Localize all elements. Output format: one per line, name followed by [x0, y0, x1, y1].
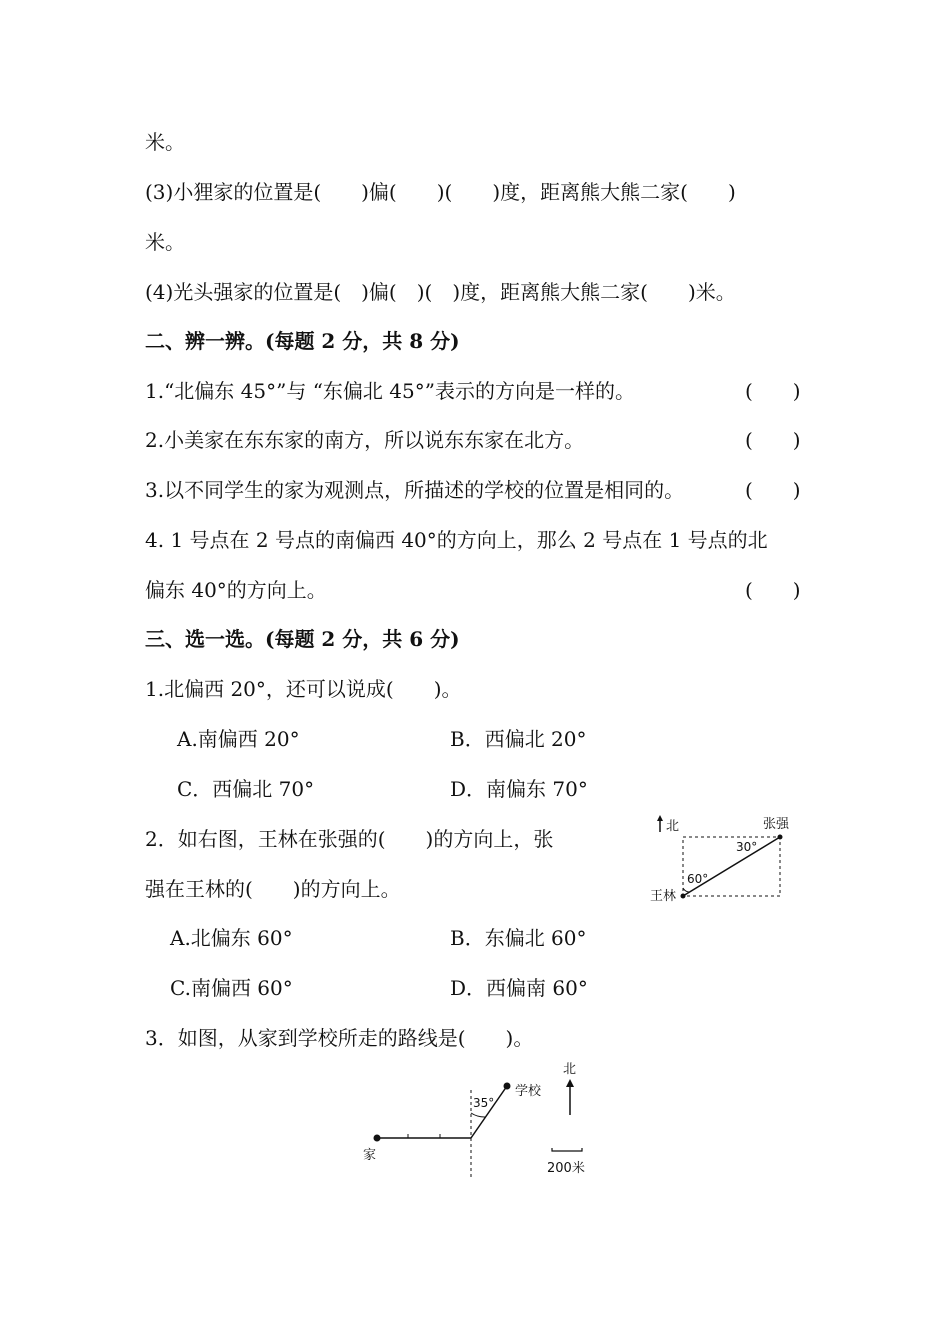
north-label: 北: [666, 819, 680, 834]
north-arrow-head-icon: [657, 815, 663, 821]
answer-blank-1[interactable]: ( ): [745, 379, 801, 403]
part3-question-2-line2: 强在王林的( )的方向上。: [145, 877, 401, 901]
point-wanglin-label: 王林: [650, 889, 677, 904]
part1-question-3: (3)小狸家的位置是( )偏( )( )度，距离熊大熊二家( ): [145, 180, 736, 204]
scale-label: 200米: [547, 1161, 585, 1176]
part2-heading: 二、辨一辨。(每题 2 分，共 8 分): [145, 329, 460, 353]
part1-question-4: (4)光头强家的位置是( )偏( )( )度，距离熊大熊二家( )米。: [145, 280, 736, 304]
part2-question-4-line2: 偏东 40°的方向上。: [145, 578, 327, 602]
angle-label-35: 35°: [473, 1096, 495, 1110]
north-label: 北: [563, 1062, 577, 1077]
part2-question-4-line1: 4. 1 号点在 2 号点的南偏西 40°的方向上，那么 2 号点在 1 号点的北: [145, 528, 768, 552]
q2-option-a[interactable]: A.北偏东 60°: [170, 926, 293, 950]
point-wanglin: [681, 894, 686, 899]
point-zhangqiang: [778, 835, 783, 840]
point-school: [504, 1083, 511, 1090]
q1-option-d[interactable]: D．南偏东 70°: [450, 777, 588, 801]
route-figure-q3: [355, 1055, 605, 1185]
scale-bar: [552, 1148, 582, 1151]
angle-label-60: 60°: [687, 872, 709, 886]
part3-question-3-stem: 3．如图，从家到学校所走的路线是( )。: [145, 1026, 534, 1050]
answer-blank-2[interactable]: ( ): [745, 428, 801, 452]
q1-option-a[interactable]: A.南偏西 20°: [177, 727, 300, 751]
point-home: [374, 1135, 381, 1142]
direction-figure-q2: [645, 810, 805, 905]
q2-option-d[interactable]: D．西偏南 60°: [450, 976, 588, 1000]
part3-question-2-line1: 2．如右图，王林在张强的( )的方向上，张: [145, 827, 554, 851]
north-arrow-head-icon: [566, 1079, 574, 1087]
part2-question-2: 2.小美家在东东家的南方，所以说东东家在北方。: [145, 428, 585, 452]
angle-arc-60: [683, 888, 689, 892]
answer-blank-4[interactable]: ( ): [745, 578, 801, 602]
answer-blank-3[interactable]: ( ): [745, 478, 801, 502]
q2-option-b[interactable]: B．东偏北 60°: [450, 926, 587, 950]
home-label: 家: [363, 1148, 377, 1163]
part3-heading: 三、选一选。(每题 2 分，共 6 分): [145, 627, 460, 651]
part1-continuation-mi-2: 米。: [145, 230, 185, 254]
part1-continuation-mi-1: 米。: [145, 130, 185, 154]
part2-question-1: 1.“北偏东 45°”与 “东偏北 45°”表示的方向是一样的。: [145, 379, 635, 403]
q2-option-c[interactable]: C.南偏西 60°: [170, 976, 293, 1000]
part3-question-1-stem: 1.北偏西 20°，还可以说成( )。: [145, 677, 462, 701]
angle-label-30: 30°: [736, 840, 758, 854]
route-segment-northeast: [471, 1086, 507, 1138]
point-zhangqiang-label: 张强: [763, 817, 790, 832]
q1-option-c[interactable]: C．西偏北 70°: [177, 777, 315, 801]
line-wanglin-zhangqiang: [683, 837, 780, 896]
part2-question-3: 3.以不同学生的家为观测点，所描述的学校的位置是相同的。: [145, 478, 685, 502]
q1-option-b[interactable]: B．西偏北 20°: [450, 727, 587, 751]
angle-arc-35: [471, 1113, 485, 1117]
school-label: 学校: [515, 1084, 542, 1099]
